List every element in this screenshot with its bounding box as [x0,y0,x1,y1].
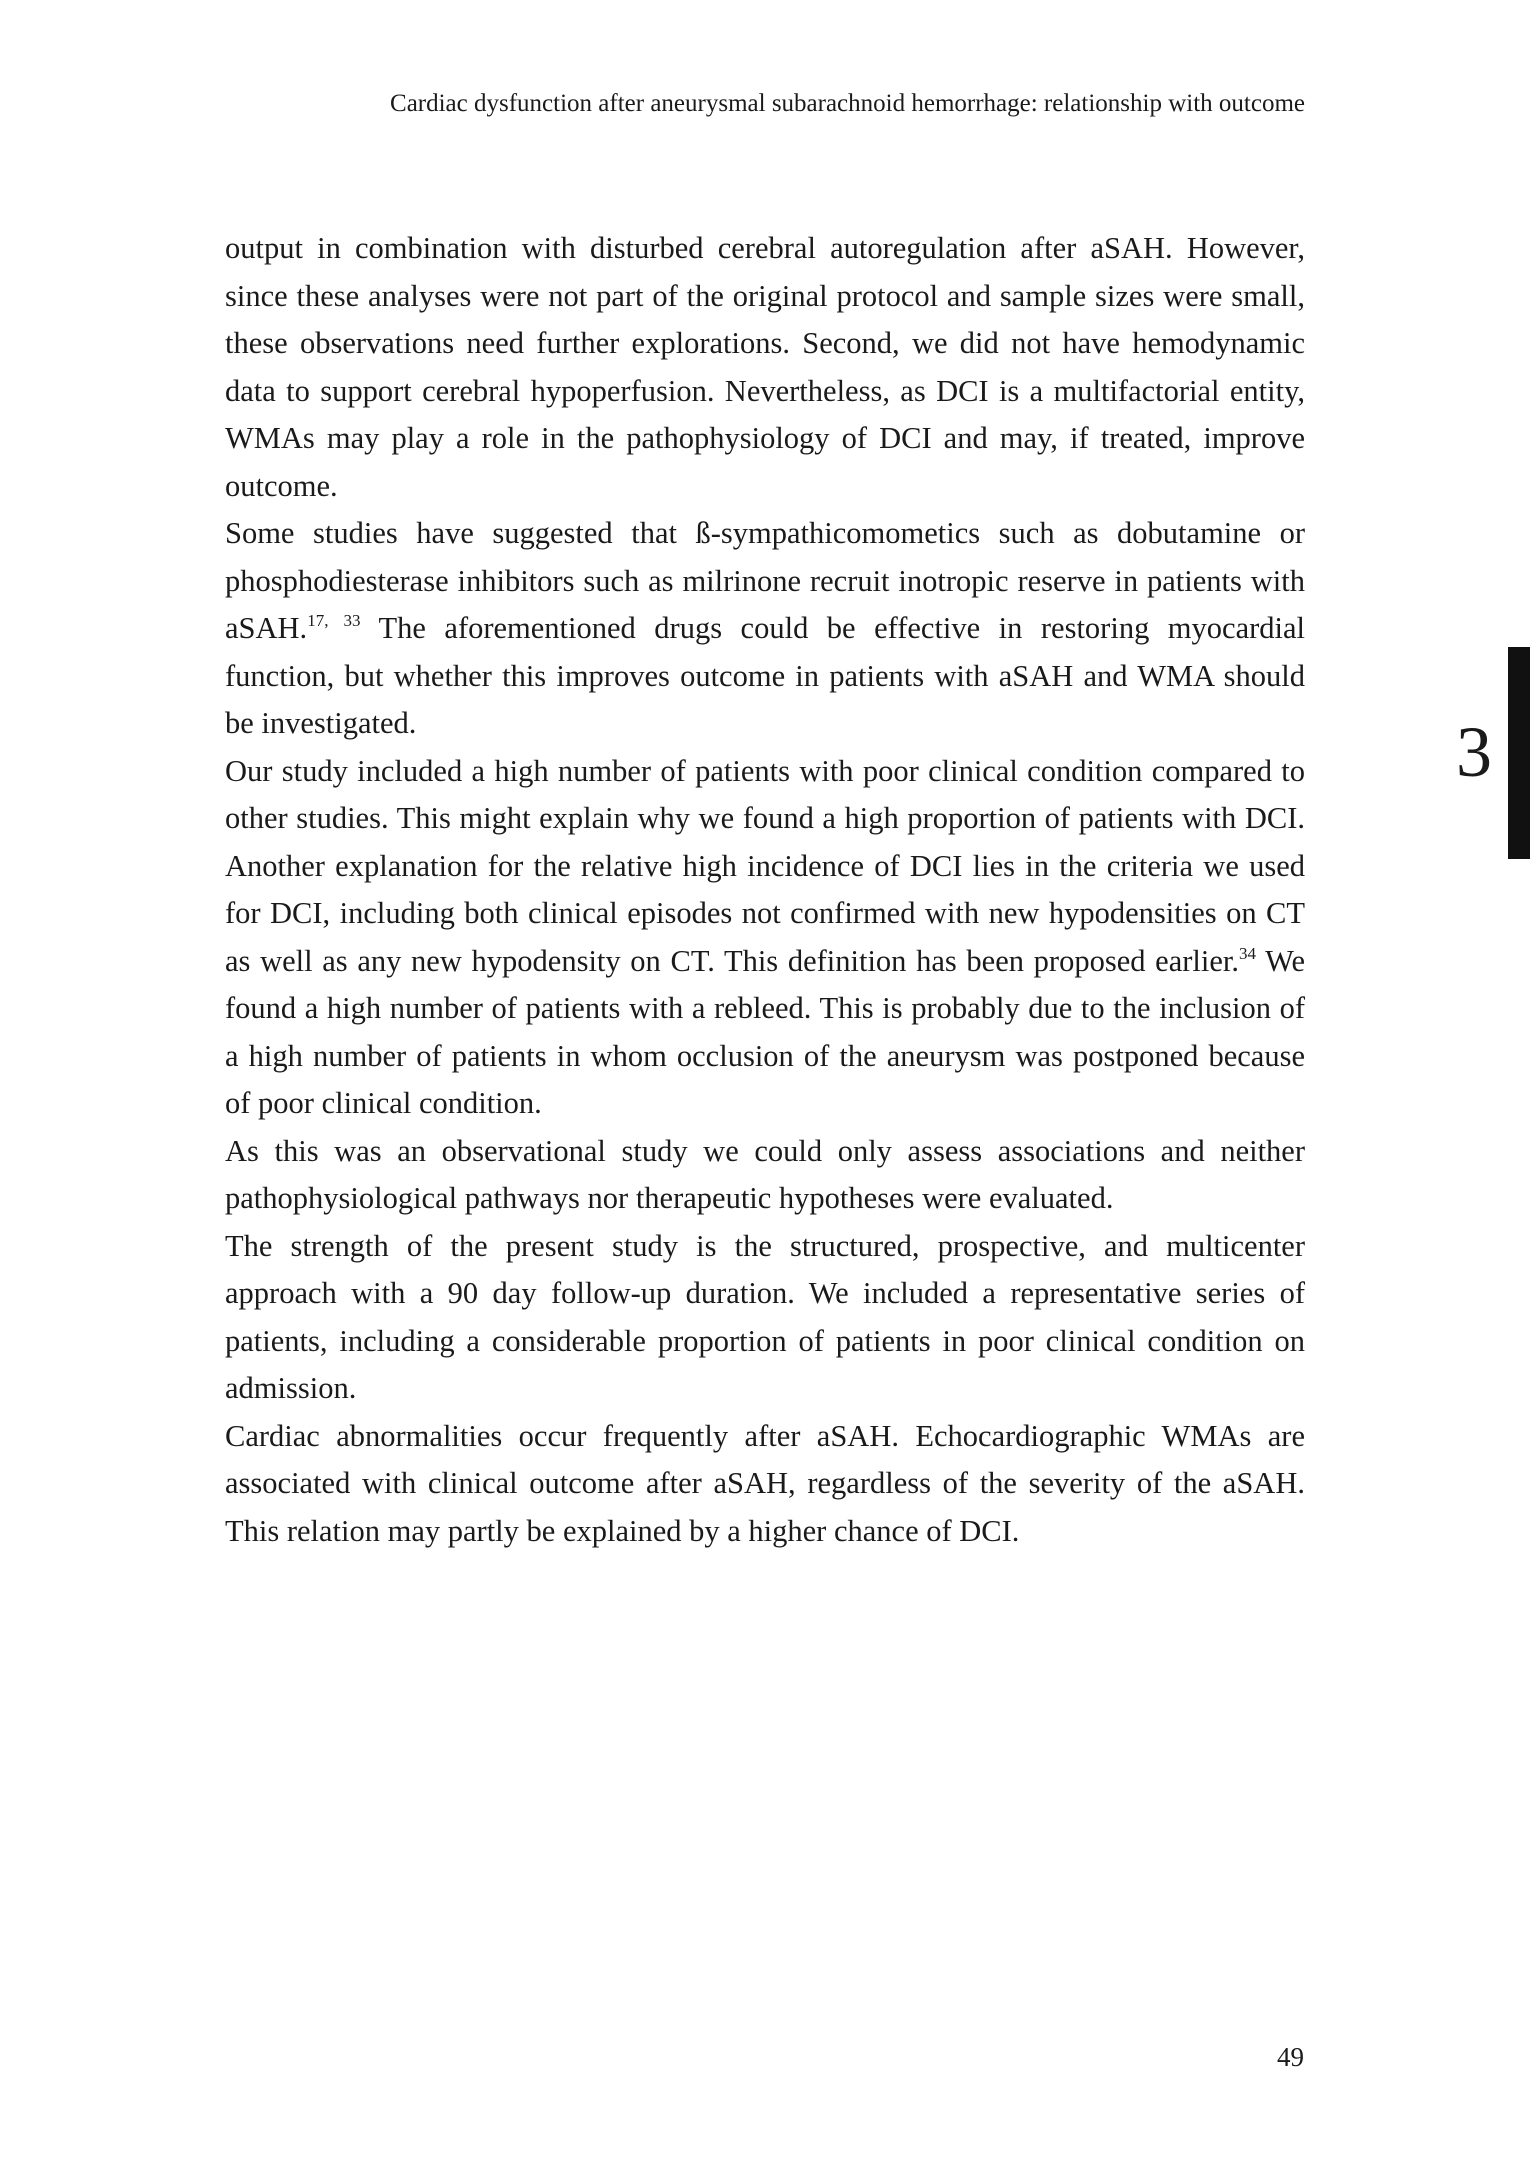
body-text [225,225,1305,1555]
paragraph-text: The aforementioned drugs could be effective in restoring myocardial function, but whether this improves outcome in patients with aSAH and WMA should be investigated. [225,611,1305,740]
paragraph-strength: The strength of the present study is the structured, prospective, and multicenter approach with a 90 day follow-up duration. We included a representative series of patients, including a considerable proportion of patients in poor clinical condition on admission. [225,1228,1305,1405]
reference-superscript: 34 [1238,943,1256,963]
running-header: Cardiac dysfunction after aneurysmal subarachnoid hemorrhage: relationship with outcome [390,90,1305,117]
page-number: 49 [1277,2042,1304,2072]
paragraph-text: We found a high number of patients with a rebleed. This is probably due to the inclusion of a high number of patients in whom occlusion of the aneurysm was postponed because of poor clinical condition. [225,943,1305,1120]
paragraph-text: Our study included a high number of patients with poor clinical condition compared to other studies. This might explain why we found a high proportion of patients with DCI. Another explanation for the relative high incidence of DCI lies in the criteria we used for DCI, including both clinical episodes not confirmed with new hypodensities on CT as well as any new hypodensity on CT. This definition has been proposed earlier. [225,753,1305,978]
paragraph-inotropic-drugs [225,510,1305,748]
reference-superscript: 17, 33 [307,611,361,630]
chapter-tab-bar [1508,647,1530,859]
chapter-number: 3 [1456,712,1492,792]
paragraph-conclusion: Cardiac abnormalities occur frequently after aSAH. Echocardiographic WMAs are associated with clinical outcome after aSAH, regardless of the severity of the aSAH. This relation may partly be explained by a higher chance of DCI. [225,1418,1305,1548]
paragraph-limitations: output in combination with disturbed cerebral autoregulation after aSAH. However, since these analyses were not part of the original protocol and sample sizes were small, these observations need further explorations. Second, we did not have hemodynamic data to support cerebral hypoperfusion. Nevertheless, as DCI is a multifactorial entity, WMAs may play a role in the pathophysiology of DCI and may, if treated, improve outcome. [225,231,1305,503]
paragraph-dci-incidence [225,748,1305,1128]
paragraph-text: Some studies have suggested that ß-sympathicomometics such as dobutamine or phosphodiesterase inhibitors such as milrinone recruit inotropic reserve in patients with aSAH. [225,516,1305,645]
paragraph-observational: As this was an observational study we could only assess associations and neither pathophysiological pathways nor therapeutic hypotheses were evaluated. [225,1133,1305,1215]
